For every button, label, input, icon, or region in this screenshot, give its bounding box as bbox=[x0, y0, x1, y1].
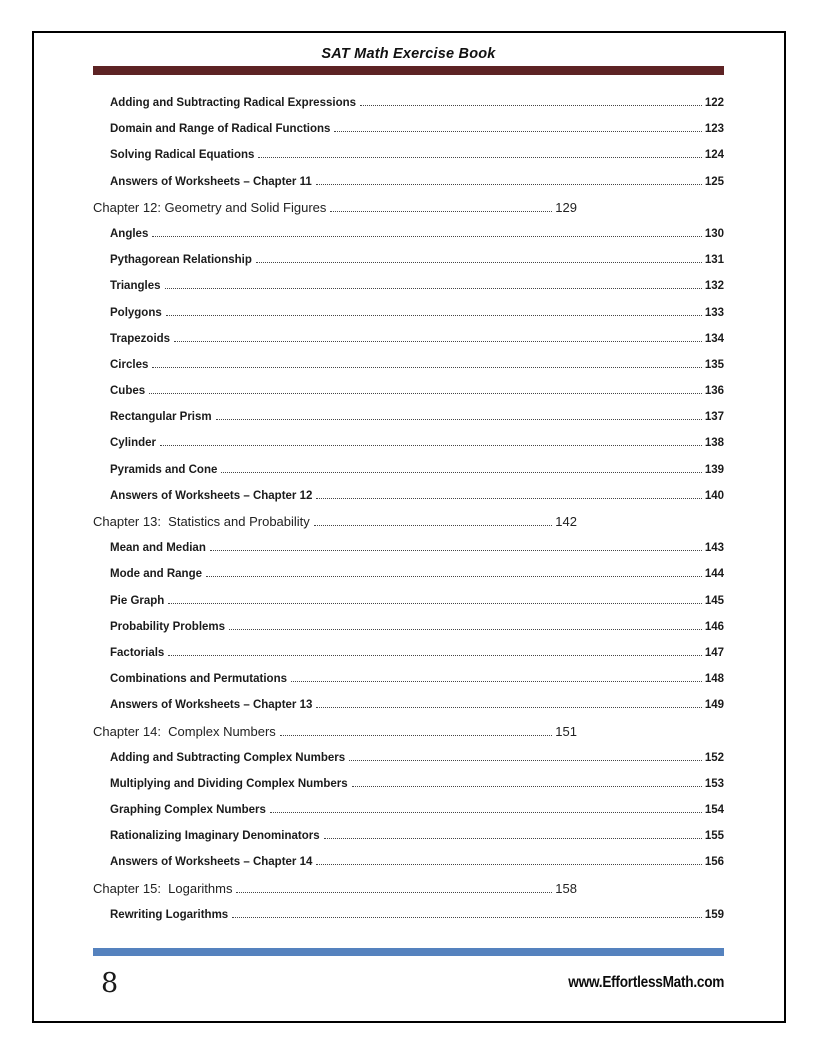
toc-row bbox=[93, 823, 724, 849]
footer-rule bbox=[93, 948, 724, 956]
toc-entry-page-number: 137 bbox=[704, 411, 724, 424]
toc-row bbox=[93, 666, 724, 692]
book-title: SAT Math Exercise Book bbox=[321, 46, 496, 62]
toc-entry-label: Combinations and Permutations bbox=[110, 673, 287, 686]
toc-entry-page-number: 147 bbox=[704, 646, 724, 659]
toc-row bbox=[93, 352, 724, 378]
dot-leader bbox=[314, 525, 553, 526]
toc-entry-page-number: 143 bbox=[704, 542, 724, 555]
toc-row bbox=[93, 614, 724, 640]
dot-leader bbox=[334, 131, 701, 132]
dot-leader bbox=[352, 786, 702, 787]
toc-entry-page-number: 133 bbox=[704, 306, 724, 319]
toc-entry-page-number: 125 bbox=[704, 175, 724, 188]
header-rule bbox=[93, 66, 724, 75]
toc-entry-label: Rectangular Prism bbox=[110, 411, 212, 424]
toc-entry-label: Mode and Range bbox=[110, 568, 203, 581]
dot-leader bbox=[324, 838, 702, 839]
toc-entry-label: Chapter 15: Logarithms bbox=[93, 880, 233, 896]
toc-entry-label: Answers of Worksheets – Chapter 14 bbox=[110, 856, 313, 869]
toc-entry-page-number: 146 bbox=[704, 620, 724, 633]
dot-leader bbox=[232, 917, 702, 918]
dot-leader bbox=[258, 157, 701, 158]
toc-entry-label: Pie Graph bbox=[110, 594, 165, 607]
toc-entry-page-number: 145 bbox=[704, 594, 724, 607]
toc-entry-label: Answers of Worksheets – Chapter 12 bbox=[110, 489, 313, 502]
toc-row bbox=[93, 797, 724, 823]
toc-entry-page-number: 152 bbox=[704, 751, 724, 764]
toc-entry-label: Multiplying and Dividing Complex Numbers bbox=[110, 777, 348, 790]
toc-row bbox=[93, 745, 724, 771]
dot-leader bbox=[149, 393, 702, 394]
document-page bbox=[32, 31, 786, 1023]
dot-leader bbox=[174, 341, 702, 342]
toc-entry-page-number: 149 bbox=[704, 699, 724, 712]
toc-entry-page-number: 130 bbox=[704, 227, 724, 240]
toc-entry-page-number: 124 bbox=[704, 149, 724, 162]
toc-entry-label: Answers of Worksheets – Chapter 11 bbox=[110, 175, 312, 188]
toc-entry-label: Factorials bbox=[110, 646, 165, 659]
dot-leader bbox=[168, 603, 701, 604]
dot-leader bbox=[160, 445, 702, 446]
toc-row bbox=[93, 561, 724, 587]
dot-leader bbox=[316, 498, 701, 499]
toc-entry-page-number: 129 bbox=[555, 199, 577, 215]
toc-row bbox=[93, 719, 577, 745]
dot-leader bbox=[270, 812, 702, 813]
dot-leader bbox=[316, 707, 701, 708]
dot-leader bbox=[221, 472, 701, 473]
toc-entry-page-number: 148 bbox=[704, 673, 724, 686]
toc-entry-page-number: 136 bbox=[704, 385, 724, 398]
toc-entry-label: Answers of Worksheets – Chapter 13 bbox=[110, 699, 313, 712]
toc-entry-page-number: 159 bbox=[704, 908, 724, 921]
dot-leader bbox=[168, 655, 701, 656]
toc-row bbox=[93, 588, 724, 614]
toc-entry-page-number: 142 bbox=[555, 514, 577, 529]
toc-entry-page-number: 153 bbox=[704, 777, 724, 790]
toc-row bbox=[93, 535, 724, 561]
toc-row bbox=[93, 326, 724, 352]
dot-leader bbox=[349, 760, 702, 761]
dot-leader bbox=[152, 367, 701, 368]
toc-entry-label: Circles bbox=[110, 358, 149, 371]
toc-entry-label: Triangles bbox=[110, 280, 161, 293]
toc-entry-page-number: 158 bbox=[555, 880, 577, 896]
dot-leader bbox=[256, 262, 702, 263]
toc-row bbox=[93, 195, 577, 221]
toc-entry-label: Pyramids and Cone bbox=[110, 463, 218, 476]
toc-entry-page-number: 151 bbox=[555, 723, 577, 739]
toc-entry-label: Probability Problems bbox=[110, 620, 226, 633]
dot-leader bbox=[330, 211, 552, 212]
toc-entry-label: Mean and Median bbox=[110, 542, 206, 555]
dot-leader bbox=[206, 576, 702, 577]
toc-entry-label: Rewriting Logarithms bbox=[110, 908, 229, 921]
toc-row bbox=[93, 509, 577, 535]
toc-entry-label: Rationalizing Imaginary Denominators bbox=[110, 830, 320, 843]
toc-row bbox=[93, 300, 724, 326]
toc-row bbox=[93, 902, 724, 928]
toc-entry-page-number: 139 bbox=[704, 463, 724, 476]
dot-leader bbox=[360, 105, 702, 106]
dot-leader bbox=[165, 288, 702, 289]
dot-leader bbox=[291, 681, 702, 682]
toc-row bbox=[93, 247, 724, 273]
page-number: 8 bbox=[101, 967, 119, 999]
website-link: www.EffortlessMath.com bbox=[568, 974, 724, 991]
toc-row bbox=[93, 849, 724, 875]
dot-leader bbox=[210, 550, 702, 551]
dot-leader bbox=[229, 629, 702, 630]
toc-entry-label: Graphing Complex Numbers bbox=[110, 804, 266, 817]
toc-row bbox=[93, 169, 724, 195]
toc-entry-page-number: 131 bbox=[704, 254, 724, 267]
toc-row bbox=[93, 142, 724, 168]
toc-row bbox=[93, 221, 724, 247]
toc-entry-label: Cylinder bbox=[110, 437, 157, 450]
toc-entry-label: Adding and Subtracting Complex Numbers bbox=[110, 751, 346, 764]
toc-entry-label: Cubes bbox=[110, 385, 146, 398]
footer bbox=[93, 961, 724, 1005]
toc-entry-label: Trapezoids bbox=[110, 332, 171, 345]
toc-entry-page-number: 155 bbox=[704, 830, 724, 843]
toc-row bbox=[93, 771, 724, 797]
toc-row bbox=[93, 116, 724, 142]
toc-entry-page-number: 144 bbox=[704, 568, 724, 581]
toc-entry-label: Angles bbox=[110, 227, 149, 240]
toc-row bbox=[93, 273, 724, 299]
toc-row bbox=[93, 90, 724, 116]
dot-leader bbox=[152, 236, 701, 237]
toc-entry-label: Pythagorean Relationship bbox=[110, 254, 252, 267]
toc-entry-label: Solving Radical Equations bbox=[110, 149, 255, 162]
toc-entry-page-number: 122 bbox=[704, 97, 724, 109]
toc-row bbox=[93, 692, 724, 718]
toc-entry-label: Chapter 13: Statistics and Probability bbox=[93, 514, 310, 529]
toc-entry-label: Chapter 12: Geometry and Solid Figures bbox=[93, 199, 327, 215]
toc-entry-page-number: 123 bbox=[704, 123, 724, 136]
toc-entry-page-number: 132 bbox=[704, 280, 724, 293]
toc-entry-page-number: 140 bbox=[704, 489, 724, 502]
toc-entry-label: Domain and Range of Radical Functions bbox=[110, 123, 331, 136]
dot-leader bbox=[166, 315, 702, 316]
toc-row bbox=[93, 430, 724, 456]
toc-row bbox=[93, 457, 724, 483]
dot-leader bbox=[316, 864, 701, 865]
dot-leader bbox=[316, 184, 702, 185]
dot-leader bbox=[280, 735, 552, 736]
toc-row bbox=[93, 876, 577, 902]
toc-entry-page-number: 138 bbox=[704, 437, 724, 450]
dot-leader bbox=[236, 892, 552, 893]
toc-row bbox=[93, 378, 724, 404]
dot-leader bbox=[216, 419, 702, 420]
toc-list bbox=[93, 90, 724, 928]
toc-entry-label: Polygons bbox=[110, 306, 162, 319]
toc-entry-label: Adding and Subtracting Radical Expressions bbox=[110, 97, 357, 109]
toc-row bbox=[93, 640, 724, 666]
toc-entry-page-number: 154 bbox=[704, 804, 724, 817]
toc-entry-page-number: 134 bbox=[704, 332, 724, 345]
toc-entry-page-number: 156 bbox=[704, 856, 724, 869]
toc-entry-label: Chapter 14: Complex Numbers bbox=[93, 723, 276, 739]
toc-row bbox=[93, 404, 724, 430]
toc-row bbox=[93, 483, 724, 509]
toc-entry-page-number: 135 bbox=[704, 358, 724, 371]
